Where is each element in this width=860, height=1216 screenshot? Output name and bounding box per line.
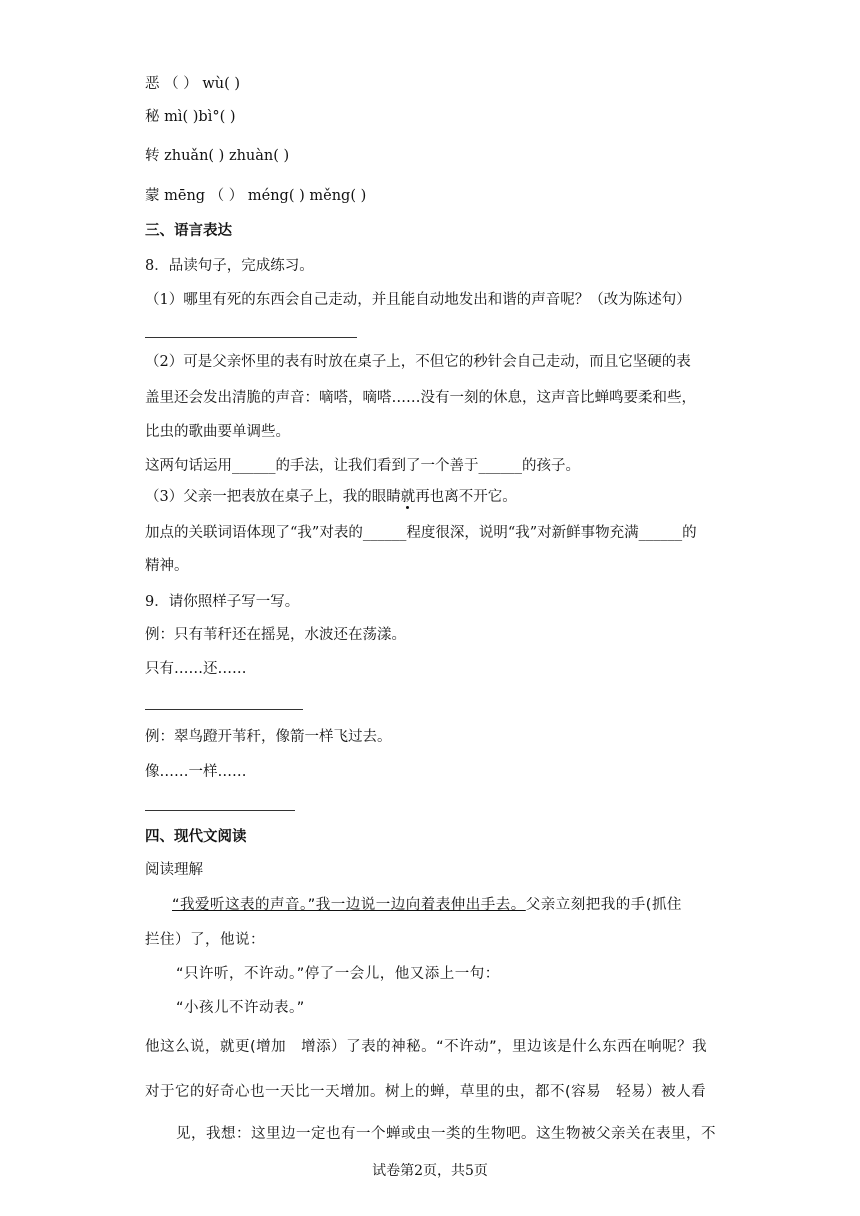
question-8-2-line1: （2）可是父亲怀里的表有时放在桌子上，不但它的秒针会自己走动，而且它坚硬的表 xyxy=(145,354,691,370)
reading-subtitle: 阅读理解 xyxy=(145,862,203,878)
pattern-2: 像……一样…… xyxy=(145,764,247,780)
question-8-3-pre: （3）父亲一把表放在桌子上，我的眼睛 xyxy=(145,489,401,505)
question-8-2-line2: 盖里还会发出清脆的声音：嘀嗒，嘀嗒……没有一刻的休息，这声音比蝉鸣要柔和些， xyxy=(145,390,696,406)
question-8: 8．品读句子，完成练习。 xyxy=(145,258,314,274)
passage-line-2: 拦住）了，他说： xyxy=(145,932,265,948)
pinyin-meng: 蒙 mēng （ ） méng( ) měng( ) xyxy=(145,188,367,204)
example-2: 例：翠鸟蹬开苇秆，像箭一样飞过去。 xyxy=(145,729,392,745)
emphasis-dot-word: 就 xyxy=(400,489,416,505)
section-title-reading: 四、现代文阅读 xyxy=(145,829,247,845)
passage-line-4: “小孩儿不许动表。” xyxy=(176,1000,305,1016)
pinyin-e: 恶 （ ） wù( ) xyxy=(145,76,241,92)
passage-line-6: 对于它的好奇心也一天比一天增加。树上的蝉，草里的虫，都不(容易 轻易）被人看 xyxy=(145,1084,707,1100)
question-8-1: （1）哪里有死的东西会自己走动，并且能自动地发出和谐的声音呢？（改为陈述句） xyxy=(145,292,691,308)
question-8-3 xyxy=(145,487,517,507)
question-8-3-ask1: 加点的关联词语体现了“我”对表的______程度很深，说明“我”对新鲜事物充满______的 xyxy=(145,525,697,541)
underlined-sentence: “我爱听这表的声音。”我一边说一边向着表伸出手去。 xyxy=(172,897,526,913)
question-8-2-ask: 这两句话运用______的手法，让我们看到了一个善于______的孩子。 xyxy=(145,458,580,474)
answer-line[interactable] xyxy=(145,337,357,338)
pattern-1: 只有……还…… xyxy=(145,661,247,677)
passage-line-7: 见，我想：这里边一定也有一个蝉或虫一类的生物吧。这生物被父亲关在表里，不 xyxy=(176,1126,716,1142)
page-footer: 试卷第2页，共5页 xyxy=(372,1163,488,1179)
example-1: 例：只有苇秆还在摇晃，水波还在荡漾。 xyxy=(145,627,406,643)
question-9: 9．请你照样子写一写。 xyxy=(145,594,300,610)
pinyin-mi: 秘 mì( )bì°( ) xyxy=(145,109,236,125)
pinyin-zhuan: 转 zhuǎn( ) zhuàn( ) xyxy=(145,148,290,164)
question-8-2-line3: 比虫的歌曲要单调些。 xyxy=(145,424,290,440)
passage-line-1 xyxy=(172,895,682,915)
passage-line-5: 他这么说，就更(增加 增添）了表的神秘。“不许动”，里边该是什么东西在响呢？我 xyxy=(145,1039,708,1055)
section-title-language: 三、语言表达 xyxy=(145,223,232,239)
passage-text: 父亲立刻把我的手(抓住 xyxy=(525,897,682,913)
answer-line[interactable] xyxy=(145,709,303,710)
passage-line-3: “只许听，不许动。”停了一会儿，他又添上一句： xyxy=(176,966,500,982)
question-8-3-ask2: 精神。 xyxy=(145,558,189,574)
question-8-3-post: 再也离不开它。 xyxy=(415,489,517,505)
answer-line[interactable] xyxy=(145,810,295,811)
